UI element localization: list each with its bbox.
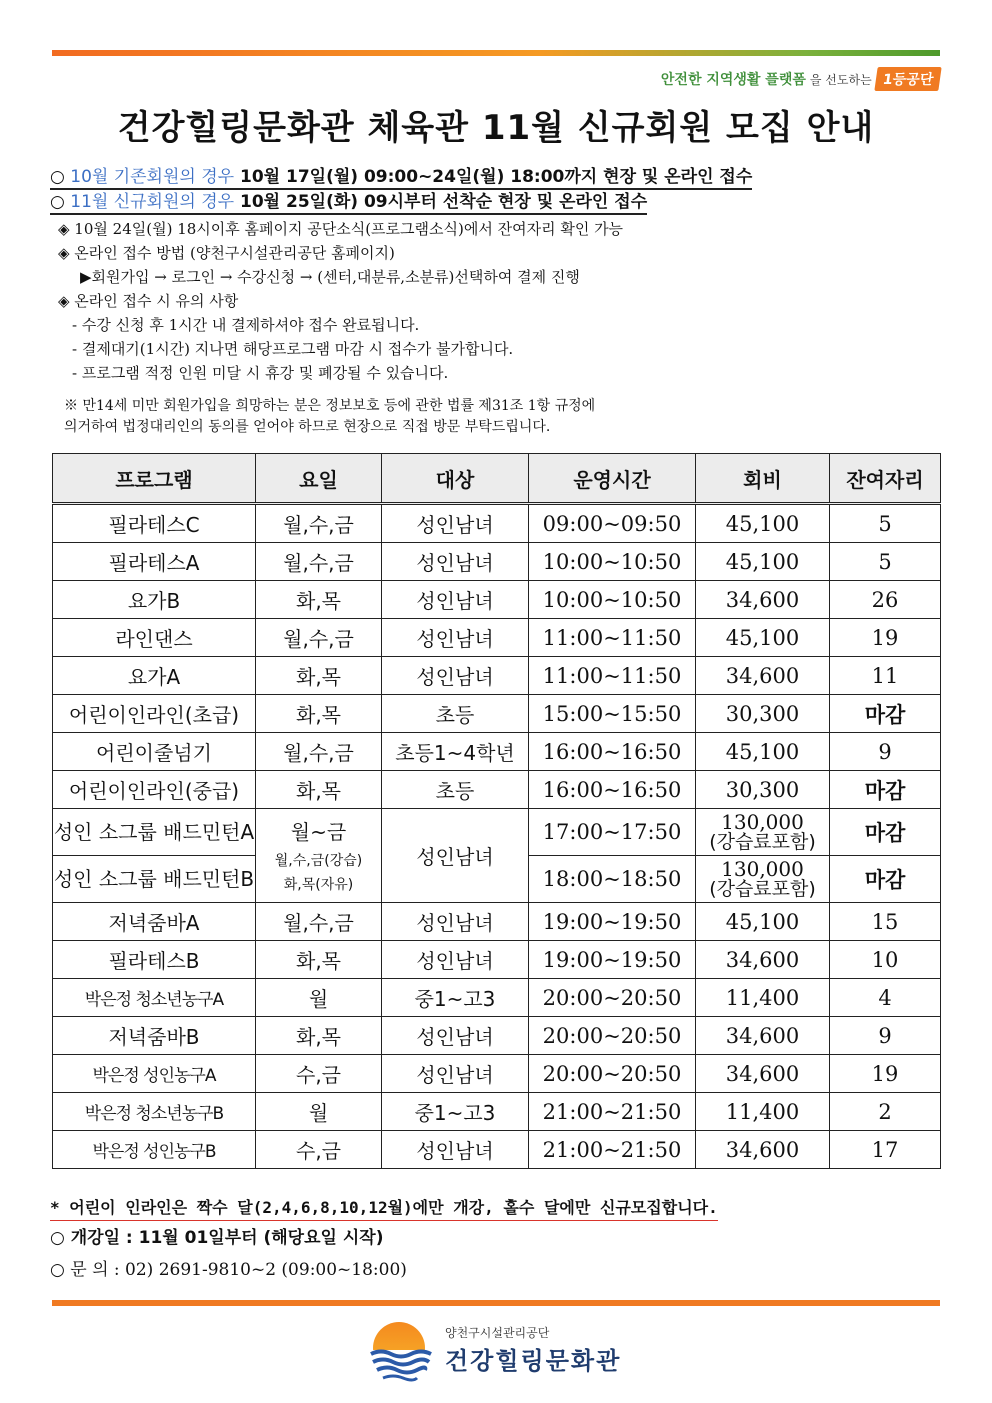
cell-target: 성인남녀 bbox=[382, 941, 529, 979]
cell-program: 박은정 성인농구A bbox=[53, 1055, 256, 1093]
cell-days: 화,목 bbox=[256, 941, 382, 979]
inline-skate-notice: * 어린이 인라인은 짝수 달(2,4,6,8,10,12월)에만 개강, 홀수 달에만 신규모집합니다. bbox=[50, 1195, 718, 1221]
cell-seats: 4 bbox=[830, 979, 941, 1017]
table-row bbox=[53, 903, 941, 941]
cell-fee: 45,100 bbox=[696, 619, 830, 657]
cell-days bbox=[256, 809, 382, 903]
org-name: 양천구시설관리공단 bbox=[445, 1326, 550, 1340]
cell-seats: 11 bbox=[830, 657, 941, 695]
notice-label: 10월 기존회원의 경우 bbox=[70, 167, 235, 187]
cell-days: 수,금 bbox=[256, 1131, 382, 1169]
cell-days: 월 bbox=[256, 979, 382, 1017]
cell-days: 화,목 bbox=[256, 695, 382, 733]
slogan bbox=[661, 66, 940, 92]
detail-online-method: ◈ 온라인 접수 방법 (양천구시설관리공단 홈페이지) bbox=[58, 244, 395, 262]
start-date: ○ 개강일 : 11월 01일부터 (해당요일 시작) bbox=[50, 1228, 384, 1248]
fee-amount: 130,000 bbox=[721, 810, 804, 834]
cell-program: 어린이인라인(중급) bbox=[53, 771, 256, 809]
cell-program: 저녁줌바A bbox=[53, 903, 256, 941]
cell-target: 성인남녀 bbox=[382, 1017, 529, 1055]
cell-fee: 34,600 bbox=[696, 581, 830, 619]
cell-fee: 30,300 bbox=[696, 771, 830, 809]
cell-target: 성인남녀 bbox=[382, 543, 529, 581]
cell-seats-closed: 마감 bbox=[830, 856, 941, 903]
table-header-row bbox=[53, 454, 941, 504]
table-row bbox=[53, 1055, 941, 1093]
cell-time: 18:00~18:50 bbox=[529, 856, 696, 903]
cell-fee bbox=[696, 856, 830, 903]
cell-time: 19:00~19:50 bbox=[529, 903, 696, 941]
cell-fee: 45,100 bbox=[696, 903, 830, 941]
table-row bbox=[53, 979, 941, 1017]
col-days: 요일 bbox=[256, 454, 382, 504]
cell-seats-closed: 마감 bbox=[830, 771, 941, 809]
days-lesson: 월,수,금(강습) bbox=[274, 852, 363, 869]
cell-fee: 11,400 bbox=[696, 1093, 830, 1131]
cell-program: 성인 소그룹 배드민턴B bbox=[53, 856, 256, 903]
cell-target: 초등 bbox=[382, 771, 529, 809]
footer-logo bbox=[363, 1318, 621, 1382]
col-time: 운영시간 bbox=[529, 454, 696, 504]
cell-days: 월,수,금 bbox=[256, 733, 382, 771]
cell-seats: 2 bbox=[830, 1093, 941, 1131]
schedule-table bbox=[52, 453, 941, 1169]
table-row bbox=[53, 504, 941, 543]
caution-item: - 결제대기(1시간) 지나면 해당프로그램 마감 시 접수가 불가합니다. bbox=[72, 340, 514, 358]
cell-program: 성인 소그룹 배드민턴A bbox=[53, 809, 256, 856]
col-fee: 회비 bbox=[696, 454, 830, 504]
cell-fee: 11,400 bbox=[696, 979, 830, 1017]
fee-note: (강습료포함) bbox=[709, 878, 816, 900]
cell-program: 저녁줌바B bbox=[53, 1017, 256, 1055]
cell-days: 월,수,금 bbox=[256, 903, 382, 941]
cell-target: 성인남녀 bbox=[382, 619, 529, 657]
cell-seats: 9 bbox=[830, 733, 941, 771]
cell-program: 어린이줄넘기 bbox=[53, 733, 256, 771]
notice-label: 11월 신규회원의 경우 bbox=[70, 192, 235, 212]
notice-new-members bbox=[50, 187, 647, 215]
sun-wave-logo-icon bbox=[363, 1318, 435, 1382]
cell-seats-closed: 마감 bbox=[830, 695, 941, 733]
cell-seats: 9 bbox=[830, 1017, 941, 1055]
table-row bbox=[53, 695, 941, 733]
detail-online-steps: ▶회원가입 → 로그인 → 수강신청 → (센터,대분류,소분류)선택하여 결제 진행 bbox=[80, 268, 580, 286]
slogan-badge: 1등공단 bbox=[874, 67, 942, 91]
table-row bbox=[53, 1131, 941, 1169]
table-row bbox=[53, 1093, 941, 1131]
table-row bbox=[53, 581, 941, 619]
cell-time: 20:00~20:50 bbox=[529, 1017, 696, 1055]
cell-time: 21:00~21:50 bbox=[529, 1131, 696, 1169]
bullet: ○ bbox=[50, 167, 65, 187]
table-row bbox=[53, 771, 941, 809]
cell-program: 요가A bbox=[53, 657, 256, 695]
days-free: 화,목(자유) bbox=[283, 876, 354, 893]
col-seats: 잔여자리 bbox=[830, 454, 941, 504]
cell-days: 월 bbox=[256, 1093, 382, 1131]
cell-program: 박은정 청소년농구A bbox=[53, 979, 256, 1017]
cell-target: 성인남녀 bbox=[382, 809, 529, 903]
cell-time: 20:00~20:50 bbox=[529, 1055, 696, 1093]
cell-seats: 17 bbox=[830, 1131, 941, 1169]
cell-seats: 26 bbox=[830, 581, 941, 619]
cell-fee: 34,600 bbox=[696, 657, 830, 695]
cell-target: 중1~고3 bbox=[382, 979, 529, 1017]
cell-days: 수,금 bbox=[256, 1055, 382, 1093]
cell-program: 필라테스B bbox=[53, 941, 256, 979]
slogan-text-2: 을 선도하는 bbox=[809, 72, 872, 87]
cell-time: 21:00~21:50 bbox=[529, 1093, 696, 1131]
col-target: 대상 bbox=[382, 454, 529, 504]
cell-program: 필라테스A bbox=[53, 543, 256, 581]
cell-target: 초등 bbox=[382, 695, 529, 733]
cell-time: 16:00~16:50 bbox=[529, 733, 696, 771]
cell-target: 성인남녀 bbox=[382, 581, 529, 619]
cell-time: 09:00~09:50 bbox=[529, 504, 696, 543]
cell-target: 중1~고3 bbox=[382, 1093, 529, 1131]
cell-seats: 10 bbox=[830, 941, 941, 979]
cell-days: 월,수,금 bbox=[256, 543, 382, 581]
cell-seats: 5 bbox=[830, 543, 941, 581]
cell-fee: 34,600 bbox=[696, 1131, 830, 1169]
cell-seats: 5 bbox=[830, 504, 941, 543]
notice-text: 10월 17일(월) 09:00~24일(월) 18:00까지 현장 및 온라인 접수 bbox=[234, 167, 753, 187]
days-main: 월~금 bbox=[290, 819, 347, 844]
cell-fee: 34,600 bbox=[696, 941, 830, 979]
guardian-note-2: 의거하여 법정대리인의 동의를 얻어야 하므로 현장으로 직접 방문 부탁드립니다. bbox=[64, 419, 551, 435]
cell-time: 15:00~15:50 bbox=[529, 695, 696, 733]
cell-time: 11:00~11:50 bbox=[529, 657, 696, 695]
caution-item: - 수강 신청 후 1시간 내 결제하셔야 접수 완료됩니다. bbox=[72, 316, 420, 334]
cell-fee: 30,300 bbox=[696, 695, 830, 733]
cell-program: 라인댄스 bbox=[53, 619, 256, 657]
table-row-badminton-a bbox=[53, 809, 941, 856]
cell-program: 박은정 성인농구B bbox=[53, 1131, 256, 1169]
cell-program: 어린이인라인(초급) bbox=[53, 695, 256, 733]
cell-fee: 34,600 bbox=[696, 1017, 830, 1055]
table-row bbox=[53, 619, 941, 657]
cell-seats: 19 bbox=[830, 1055, 941, 1093]
cell-time: 10:00~10:50 bbox=[529, 543, 696, 581]
cell-seats: 15 bbox=[830, 903, 941, 941]
cell-fee bbox=[696, 809, 830, 856]
cell-days: 화,목 bbox=[256, 581, 382, 619]
cell-time: 17:00~17:50 bbox=[529, 809, 696, 856]
detail-seat-check: ◈ 10월 24일(월) 18시이후 홈페이지 공단소식(프로그램소식)에서 잔여자리 확인 가능 bbox=[58, 220, 624, 238]
cell-fee: 45,100 bbox=[696, 504, 830, 543]
slogan-text: 안전한 지역생활 플랫폼 bbox=[660, 72, 806, 88]
table-row bbox=[53, 941, 941, 979]
cell-seats: 19 bbox=[830, 619, 941, 657]
contact-info: ○ 문 의 : 02) 2691-9810~2 (09:00~18:00) bbox=[50, 1260, 407, 1280]
cell-target: 성인남녀 bbox=[382, 1055, 529, 1093]
fee-amount: 130,000 bbox=[721, 857, 804, 881]
cell-fee: 45,100 bbox=[696, 543, 830, 581]
detail-caution: ◈ 온라인 접수 시 유의 사항 bbox=[58, 292, 239, 310]
table-row bbox=[53, 543, 941, 581]
cell-seats-closed: 마감 bbox=[830, 809, 941, 856]
cell-days: 월,수,금 bbox=[256, 619, 382, 657]
cell-target: 성인남녀 bbox=[382, 1131, 529, 1169]
table-row bbox=[53, 1017, 941, 1055]
cell-program: 필라테스C bbox=[53, 504, 256, 543]
cell-program: 박은정 청소년농구B bbox=[53, 1093, 256, 1131]
page-title: 건강힐링문화관 체육관 11월 신규회원 모집 안내 bbox=[117, 108, 875, 148]
caution-item: - 프로그램 적정 인원 미달 시 휴강 및 폐강될 수 있습니다. bbox=[72, 364, 449, 382]
table-row bbox=[53, 733, 941, 771]
cell-time: 11:00~11:50 bbox=[529, 619, 696, 657]
cell-target: 성인남녀 bbox=[382, 903, 529, 941]
cell-target: 성인남녀 bbox=[382, 504, 529, 543]
cell-days: 화,목 bbox=[256, 657, 382, 695]
top-accent-bar bbox=[52, 50, 940, 56]
table-row bbox=[53, 657, 941, 695]
center-name: 건강힐링문화관 bbox=[445, 1347, 622, 1375]
cell-fee: 34,600 bbox=[696, 1055, 830, 1093]
col-program: 프로그램 bbox=[53, 454, 256, 504]
bottom-accent-bar bbox=[52, 1300, 940, 1306]
cell-days: 화,목 bbox=[256, 1017, 382, 1055]
cell-days: 화,목 bbox=[256, 771, 382, 809]
cell-time: 16:00~16:50 bbox=[529, 771, 696, 809]
notice-text: 10월 25일(화) 09시부터 선착순 현장 및 온라인 접수 bbox=[234, 192, 648, 212]
cell-days: 월,수,금 bbox=[256, 504, 382, 543]
fee-note: (강습료포함) bbox=[709, 831, 816, 853]
guardian-note: ※ 만14세 미만 회원가입을 희망하는 분은 정보보호 등에 관한 법률 제31조 1항 규정에 bbox=[64, 398, 596, 414]
notice-existing-members bbox=[50, 162, 752, 190]
cell-target: 초등1~4학년 bbox=[382, 733, 529, 771]
cell-program: 요가B bbox=[53, 581, 256, 619]
cell-time: 10:00~10:50 bbox=[529, 581, 696, 619]
cell-fee: 45,100 bbox=[696, 733, 830, 771]
bullet: ○ bbox=[50, 192, 65, 212]
cell-time: 19:00~19:50 bbox=[529, 941, 696, 979]
cell-time: 20:00~20:50 bbox=[529, 979, 696, 1017]
cell-target: 성인남녀 bbox=[382, 657, 529, 695]
